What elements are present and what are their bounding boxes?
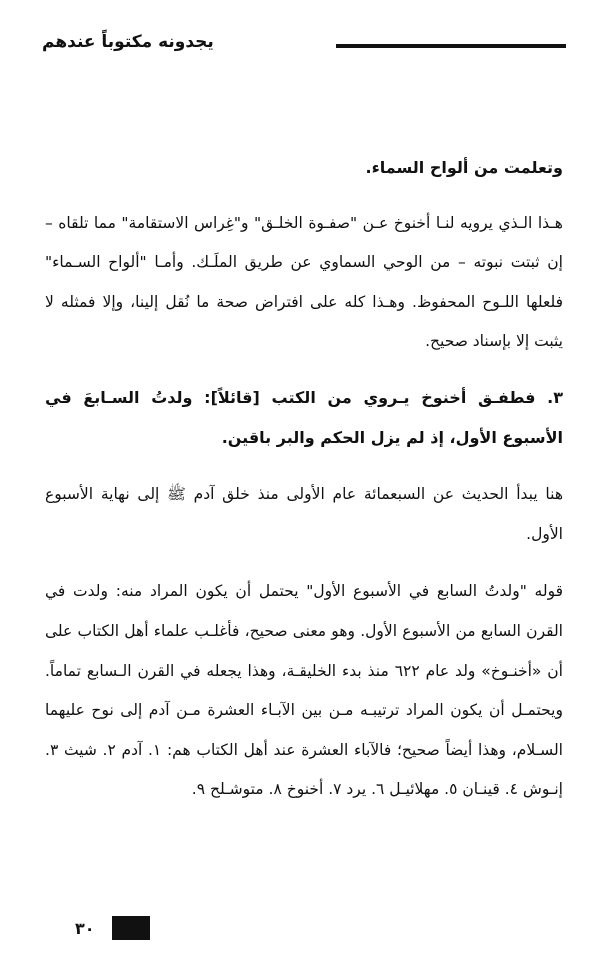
- page-number: ٣٠: [75, 918, 95, 938]
- paragraph-5: قوله "ولدتُ السابع في الأسبوع الأول" يحتمل أن يكون المراد منه: ولدت في القرن السابع من الأسبوع الأول. وهو معنى صحيح، فأغلـب علماء أهل الكتاب على أن «أخنـوخ» ولد عام ٦٢٢ منذ بدء الخليقـة، وهذا يجعله في القرن الـسابع تماماً. ويحتمـل أن يكون المراد ترتيبـه مـن بين الآبـاء العشرة مـن آدم إلى نوح عليهما السـلام، وهذا أيضاً صحيح؛ فالآباء العشرة عند أهل الكتاب هم: ١. آدم ٢. شيث ٣. إنـوش ٤. قينـان ٥. مهلائيـل ٦. يرد ٧. أخنوخ ٨. متوشـلح ٩.: [45, 582, 563, 799]
- paragraph-2: هـذا الـذي يرويه لنـا أخنوخ عـن "صفـوة الخلـق" و"غِراس الاستقامة" مما تلقاه – إن ثبتت نبوته – من الوحي السماوي عن طريق الملَـك. وأمـا "ألواح السـماء" فلعلها اللـوح المحفوظ. وهـذا كله على افتراض صحة ما نُقل إلينا، وإلا فمثله لا يثبت إلا بإسناد صحيح.: [45, 213, 563, 351]
- footer-block: [112, 916, 150, 940]
- page-header: [42, 30, 566, 58]
- page-footer: [75, 916, 150, 944]
- paragraph-3: ٣. فطفـق أخنوخ يـروي من الكتب [قائلاً]: ولدتُ السـابعَ في الأسبوع الأول، إذ لم يزل الحكم والبر باقين.: [45, 387, 563, 447]
- header-rule: [336, 44, 566, 48]
- running-title: يجدونه مكتوباً عندهم: [42, 32, 214, 52]
- paragraph-4: هنا يبدأ الحديث عن السبعمائة عام الأولى منذ خلق آدم ﷺ إلى نهاية الأسبوع الأول.: [45, 485, 563, 543]
- body-text: [45, 148, 563, 810]
- paragraph-1: وتعلمت من ألواح السماء.: [365, 158, 563, 177]
